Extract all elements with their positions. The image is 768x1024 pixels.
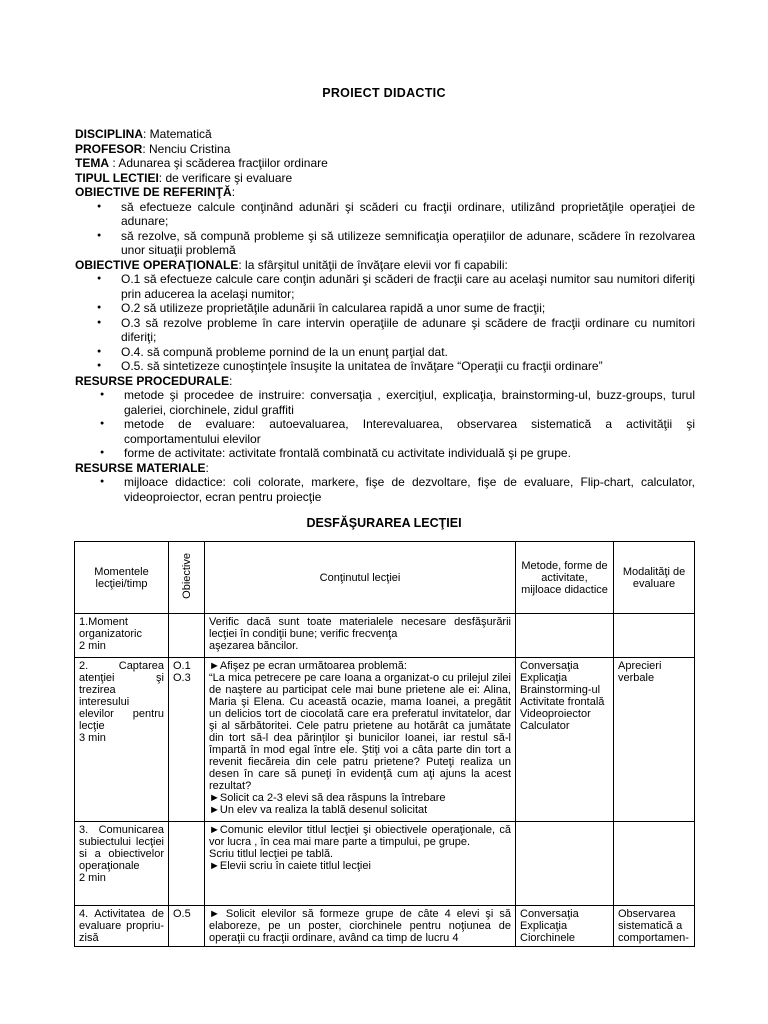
list-item: ● O.1 să efectueze calcule care conţin adunări şi scăderi de fracţii care au acelaşi numitor sau numitori diferiţi prin aducerea la acelaşi numitor; bbox=[97, 272, 695, 301]
column-header: Momentele lecţiei/timp bbox=[75, 542, 169, 614]
table-row bbox=[75, 822, 695, 906]
document-header bbox=[75, 127, 695, 504]
disciplina-line bbox=[75, 127, 695, 142]
continut-cell: ►Afişez pe ecran următoarea problemă: “La mica petrecere pe care Ioana a organizat-o cu prilejul zilei de naştere au participat cele mai bune prietene ale ei: Alina, Maria şi Elena. Cu această ocazie, mama Ioanei, a pregătit un delicios tort de ciocolată care era preferatul invitatelor, dar şi al sărbătoritei. Cele patru prietene au hotărât ca jumătate din tort să-l dea părinţilor şi bunicilor Ioanei, iar restul să-l împartă în mod egal între ele. Ştiţi voi a câta parte din tort a revenit fiecăreia din cele patru prietene? Puteţi realiza un desen în care să puneţi în evidenţă cum aţi ajuns la acest rezultat? ►Solicit ca 2-3 elevi să dea răspuns la întrebare ►Un elev va realiza la tablă desenul solicitat bbox=[205, 658, 516, 822]
column-header: Metode, forme de activitate, mijloace didactice bbox=[516, 542, 614, 614]
profesor-label: PROFESOR bbox=[75, 141, 143, 156]
list-item: ● O.2 să utilizeze proprietăţile adunării în calcularea rapidă a unor sume de fracţii; bbox=[97, 301, 695, 316]
continut-cell: ► Solicit elevilor să formeze grupe de câte 4 elevi şi să elaboreze, pe un poster, ciorchinele pentru noţiunea de operaţii cu fracţii ordinare, având ca timp de lucru 4 bbox=[205, 906, 516, 947]
resurse-procedurale-heading bbox=[75, 374, 695, 389]
evaluare-cell: Observarea sistematică a comportamen- bbox=[614, 906, 695, 947]
tipul-value: : de verificare şi evaluare bbox=[158, 170, 293, 185]
list-item: ● să rezolve, să compună probleme şi să utilizeze semnificaţia operaţiilor de adunare, scădere în rezolvarea unor situaţii problemă bbox=[97, 229, 695, 258]
list-item: ● O.4. să compună probleme pornind de la un enunţ parţial dat. bbox=[97, 345, 695, 360]
list-item: ● metode şi procedee de instruire: conversaţia , exerciţiul, explicaţia, brainstorming-ul, buzz-groups, turul galeriei, ciorchinele, zidul graffiti bbox=[100, 388, 695, 417]
obiective-referinta-list bbox=[75, 200, 695, 258]
section-heading: RESURSE MATERIALE bbox=[75, 460, 206, 475]
evaluare-cell: Aprecieri verbale bbox=[614, 658, 695, 822]
continut-cell: ►Comunic elevilor titlul lecţiei şi obiectivele operaţionale, că vor lucra , în cea mai mare parte a timpului, pe grupe. Scriu titlul lecţiei pe tablă. ►Elevii scriu în caiete titlul lecţiei bbox=[205, 822, 516, 906]
tipul-label: TIPUL LECTIEI bbox=[75, 170, 159, 185]
tema-label: TEMA bbox=[75, 156, 109, 170]
section-heading: OBIECTIVE DE REFERINŢĂ bbox=[75, 185, 232, 199]
lesson-title: DESFĂŞURAREA LECŢIEI bbox=[306, 516, 462, 530]
document-title: PROIECT DIDACTIC bbox=[322, 86, 446, 100]
disciplina-value: : Matematică bbox=[143, 127, 212, 141]
table-row bbox=[75, 906, 695, 947]
tema-line bbox=[75, 156, 695, 171]
list-item: ● mijloace didactice: coli colorate, markere, fişe de dezvoltare, fişe de evaluare, Flip-chart, calculator, videoproiector, ecran pentru proiecţie bbox=[100, 475, 695, 504]
list-item: ● să efectueze calcule conţinând adunări şi scăderi cu fracţii ordinare, utilizând proprietăţile operaţiei de adunare; bbox=[97, 200, 695, 229]
obiective-cell: O.1 O.3 bbox=[169, 658, 205, 822]
obiective-cell bbox=[169, 614, 205, 658]
obiective-cell bbox=[169, 822, 205, 906]
list-item: ● metode de evaluare: autoevaluarea, Interevaluarea, observarea sistematică a activităţii şi comportamentului elevilor bbox=[100, 417, 695, 446]
continut-cell: Verific dacă sunt toate materialele necesare desfăşurării lecţiei în condiţii bune; verific frecvenţa aşezarea băncilor. bbox=[205, 614, 516, 658]
section-heading: RESURSE PROCEDURALE bbox=[75, 373, 230, 388]
moment-cell: 1.Moment organizatoric 2 min bbox=[75, 614, 169, 658]
obiective-referinta-heading bbox=[75, 185, 695, 200]
metode-cell bbox=[516, 822, 614, 906]
lesson-table bbox=[74, 541, 695, 947]
metode-cell: Conversaţia Explicaţia Brainstorming-ul Activitate frontală Videoproiector Calculator bbox=[516, 658, 614, 822]
section-heading-suffix: : la sfârşitul unităţii de învăţare elevii vor fi capabili: bbox=[238, 257, 508, 272]
disciplina-label: DISCIPLINA bbox=[75, 127, 144, 141]
tipul-line bbox=[75, 171, 695, 186]
section-heading-suffix: : bbox=[205, 460, 209, 475]
section-heading: OBIECTIVE OPERAŢIONALE bbox=[75, 257, 239, 272]
section-heading-suffix: : bbox=[229, 373, 233, 388]
table-row bbox=[75, 658, 695, 822]
metode-cell: Conversaţia Explicaţia Ciorchinele bbox=[516, 906, 614, 947]
column-header: Obiective bbox=[169, 542, 205, 614]
obiective-cell: O.5 bbox=[169, 906, 205, 947]
list-item: ● forme de activitate: activitate frontală combinată cu activitate individuală şi pe grupe. bbox=[100, 446, 695, 461]
list-item: ● O.3 să rezolve probleme în care intervin operaţiile de adunare şi scădere de fracţii ordinare cu numitori diferiţi; bbox=[97, 316, 695, 345]
moment-cell: 4. Activitatea de evaluare propriu-zisă bbox=[75, 906, 169, 947]
column-header: Conţinutul lecţiei bbox=[205, 542, 516, 614]
obiective-operationale-list bbox=[75, 272, 695, 374]
profesor-value: : Nenciu Cristina bbox=[142, 141, 231, 156]
resurse-materiale-list bbox=[75, 475, 695, 504]
evaluare-cell bbox=[614, 822, 695, 906]
profesor-line bbox=[75, 142, 695, 157]
obiective-operationale-heading bbox=[75, 258, 695, 273]
evaluare-cell bbox=[614, 614, 695, 658]
section-heading-suffix: : bbox=[231, 185, 236, 199]
moment-cell: 2. Captarea atenţiei şi trezirea interesului elevilor pentru lecţie 3 min bbox=[75, 658, 169, 822]
metode-cell bbox=[516, 614, 614, 658]
resurse-materiale-heading bbox=[75, 461, 695, 476]
list-item: ● O.5. să sintetizeze cunoştinţele însuşite la unitatea de învăţare “Operaţii cu fracţii ordinare” bbox=[97, 359, 695, 374]
table-row bbox=[75, 614, 695, 658]
moment-cell: 3. Comunicarea subiectului lecţiei si a obiectivelor operaţionale 2 min bbox=[75, 822, 169, 906]
column-header: Modalităţi de evaluare bbox=[614, 542, 695, 614]
table-header-row bbox=[75, 542, 695, 614]
tema-value: : Adunarea şi scăderea fracţiilor ordinare bbox=[109, 156, 328, 170]
resurse-procedurale-list bbox=[75, 388, 695, 461]
